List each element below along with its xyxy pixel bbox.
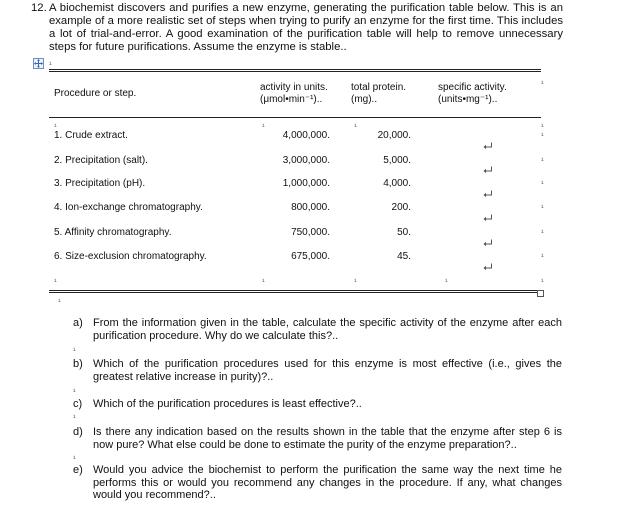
cell-end-mark: ¹ bbox=[354, 122, 357, 131]
question-label: c) bbox=[73, 398, 83, 410]
cell-protein: 4,000. bbox=[383, 178, 411, 189]
cell-step: 2. Precipitation (salt). bbox=[54, 155, 148, 166]
question-text: Would you advice the biochemist to perform the purification the same way the next time he performs this or would you recommend any changes in the procedure. If any, what changes would you recommend?.. bbox=[93, 464, 562, 501]
paragraph-mark: ¹ bbox=[73, 454, 76, 463]
problem-number: 12. bbox=[31, 2, 47, 14]
question-text: Which of the purification procedures used for this enzyme is most effective (i.e., gives the greatest relative increase in purity)?.. bbox=[93, 358, 562, 383]
paragraph-mark: ¹ bbox=[49, 60, 52, 69]
header-activity-unit: (μmol•min⁻¹).. bbox=[260, 94, 323, 105]
row-end-mark: ¹ bbox=[541, 203, 544, 212]
cell-protein: 5,000. bbox=[383, 155, 411, 166]
cell-activity: 1,000,000. bbox=[282, 178, 330, 189]
question-item bbox=[73, 358, 562, 383]
cell-step: 6. Size-exclusion chromatography. bbox=[54, 251, 207, 262]
question-label: a) bbox=[73, 317, 83, 329]
header-activity: activity in units. bbox=[260, 82, 328, 93]
question-item bbox=[73, 464, 562, 502]
question-label: d) bbox=[73, 426, 83, 438]
header-protein: total protein. bbox=[351, 82, 407, 93]
cell-protein: 45. bbox=[397, 251, 411, 262]
cell-activity: 800,000. bbox=[291, 202, 330, 213]
header-protein-unit: (mg).. bbox=[351, 94, 378, 105]
line-break-icon bbox=[483, 142, 493, 150]
table-bottom-rule-2 bbox=[49, 292, 541, 293]
question-text: Is there any indication based on the results shown in the table that the enzyme after step 6 is now pure? What else could be done to estimate the purity of the enzyme preparation?.. bbox=[93, 426, 562, 451]
cell-activity: 750,000. bbox=[291, 227, 330, 238]
problem-intro-text: A biochemist discovers and purifies a new enzyme, generating the purification table below. This is an example of a more realistic set of steps when trying to purify an enzyme for the first time. This includes a lot of trial-and-error. A good examination of the purification table will help to remove unnecessary steps for future purifications. Assume the enzyme is stable.. bbox=[49, 2, 563, 53]
question-label: e) bbox=[73, 464, 83, 476]
cell-activity: 4,000,000. bbox=[282, 130, 330, 141]
row-end-mark: ¹ bbox=[541, 156, 544, 165]
cell-end-mark: ¹ bbox=[262, 122, 265, 131]
row-end-mark: ¹ bbox=[541, 179, 544, 188]
line-break-icon bbox=[483, 263, 493, 271]
cell-protein: 200. bbox=[391, 202, 411, 213]
row-end-mark: ¹ bbox=[541, 131, 544, 140]
row-end-mark: ¹ bbox=[541, 122, 544, 131]
row-end-mark: ¹ bbox=[541, 228, 544, 237]
table-resize-handle[interactable] bbox=[537, 290, 544, 297]
line-break-icon bbox=[483, 214, 493, 222]
question-label: b) bbox=[73, 358, 83, 370]
question-text: From the information given in the table, calculate the specific activity of the enzyme after each purification procedure. Why do we calculate this?.. bbox=[93, 317, 562, 342]
question-item bbox=[73, 398, 562, 411]
cell-activity: 3,000,000. bbox=[282, 155, 330, 166]
paragraph-mark: ¹ bbox=[73, 387, 76, 396]
cell-step: 1. Crude extract. bbox=[54, 130, 128, 141]
cell-step: 5. Affinity chromatography. bbox=[54, 227, 172, 238]
header-rule bbox=[49, 117, 541, 118]
paragraph-mark: ¹ bbox=[73, 413, 76, 422]
header-procedure: Procedure or step. bbox=[54, 88, 137, 99]
table-top-rule-2 bbox=[49, 71, 541, 72]
cell-end-mark: ¹ bbox=[54, 277, 57, 286]
header-specific-unit: (units•mg⁻¹).. bbox=[438, 94, 498, 105]
cell-step: 3. Precipitation (pH). bbox=[54, 178, 146, 189]
paragraph-mark: ¹ bbox=[58, 297, 61, 306]
header-specific: specific activity. bbox=[438, 82, 507, 93]
cell-activity: 675,000. bbox=[291, 251, 330, 262]
cell-protein: 20,000. bbox=[377, 130, 411, 141]
question-text: Which of the purification procedures is least effective?.. bbox=[93, 398, 362, 410]
line-break-icon bbox=[483, 166, 493, 174]
cell-step: 4. Ion-exchange chromatography. bbox=[54, 202, 203, 213]
paragraph-mark: ¹ bbox=[73, 346, 76, 355]
row-end-mark: ¹ bbox=[541, 79, 544, 88]
line-break-icon bbox=[483, 239, 493, 247]
cell-end-mark: ¹ bbox=[445, 277, 448, 286]
question-item bbox=[73, 426, 562, 451]
cell-end-mark: ¹ bbox=[262, 277, 265, 286]
question-item bbox=[73, 317, 562, 342]
table-move-handle-icon[interactable] bbox=[33, 58, 44, 69]
cell-end-mark: ¹ bbox=[354, 277, 357, 286]
cell-protein: 50. bbox=[397, 227, 411, 238]
row-end-mark: ¹ bbox=[541, 252, 544, 261]
problem-intro bbox=[31, 2, 563, 54]
line-break-icon bbox=[483, 190, 493, 198]
row-end-mark: ¹ bbox=[541, 277, 544, 286]
cell-end-mark: ¹ bbox=[54, 122, 57, 131]
